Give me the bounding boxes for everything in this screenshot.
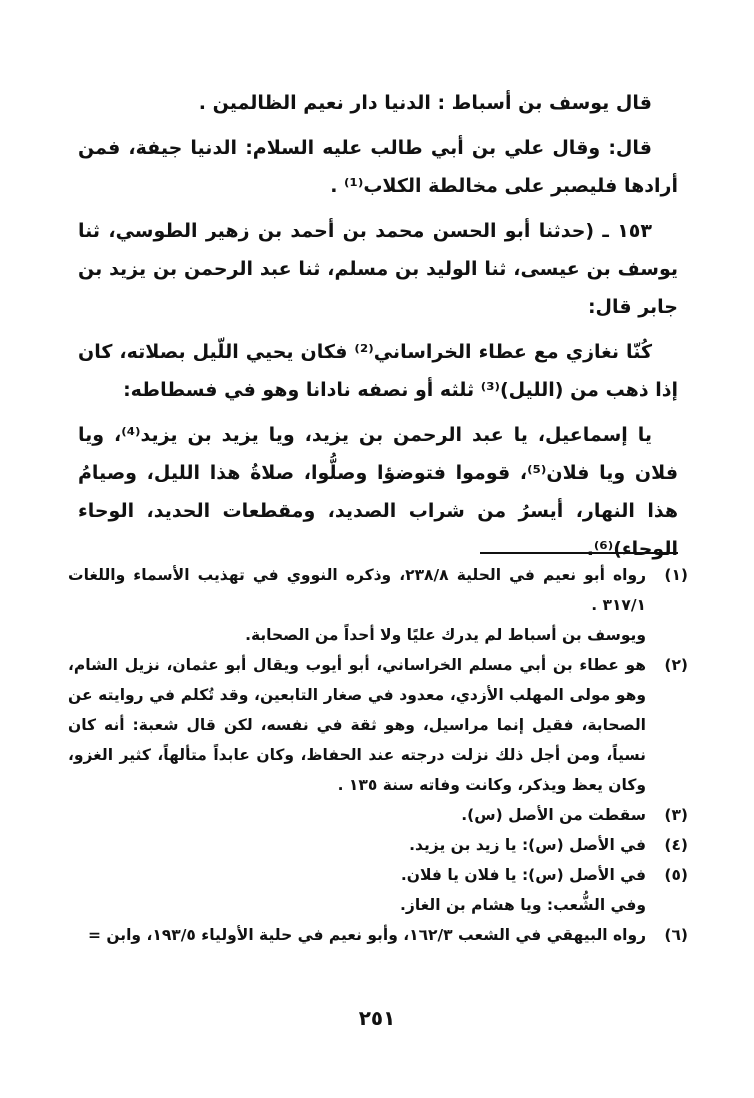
main-text	[78, 84, 678, 575]
footnote-number: (١)	[664, 566, 688, 584]
footnote-5	[68, 860, 688, 920]
footnote-text: في الأصل (س): يا زيد بن يزيد.	[409, 836, 646, 854]
footnote-text: هو عطاء بن أبي مسلم الخراساني، أبو أيوب ويقال أبو عثمان، نزيل الشام، وهو مولى المهلب الأزدي، معدود في صغار التابعين، وقد تُكلم في روايته عن الصحابة، فقيل إنما مراسيل، وهو ثقة في نفسه، لكن قال شعبة: أنه كان نسياً، ومن أجل ذلك نزلت درجته عند الحفاظ، وكان عابداً متألهاً، كثير الغزو، وكان يعظ ويذكر، وكانت وفاته سنة ١٣٥ .	[68, 656, 646, 794]
footnote-2	[68, 650, 688, 800]
paragraph-3-hadith-153: ١٥٣ ـ (حدثنا أبو الحسن محمد بن أحمد بن زهير الطوسي، ثنا يوسف بن عيسى، ثنا الوليد بن مسلم، ثنا عبد الرحمن بن يزيد بن جابر قال:	[78, 220, 678, 318]
footnote-continuation: ويوسف بن أسباط لم يدرك عليًا ولا أحداً من الصحابة.	[245, 626, 646, 644]
footnote-separator	[480, 552, 678, 554]
footnote-number: (٢)	[664, 656, 688, 674]
paragraph-2: قال: وقال علي بن أبي طالب عليه السلام: الدنيا جيفة، فمن أرادها فليصبر على مخالطة الكلاب⁽¹⁾ .	[78, 137, 678, 197]
footnote-text: سقطت من الأصل (س).	[461, 806, 646, 824]
footnote-number: (٣)	[664, 806, 688, 824]
footnote-number: (٥)	[664, 866, 688, 884]
footnote-text: رواه أبو نعيم في الحلية ٢٣٨/٨، وذكره النووي في تهذيب الأسماء واللغات ٣١٧/١ .	[68, 566, 647, 614]
paragraph-5: يا إسماعيل، يا عبد الرحمن بن يزيد، ويا يزيد بن يزيد⁽⁴⁾، ويا فلان ويا فلان⁽⁵⁾، قوموا فتوضؤا وصلُّوا، صلاةُ هذا الليل، وصيامُ هذا النهار، أيسرُ من شراب الصديد، ومقطعات الحديد، الوحاء الوحاء)⁽⁶⁾.	[78, 424, 679, 560]
footnote-4	[68, 830, 688, 860]
footnote-continuation: وفي الشُّعب: ويا هشام بن الغاز.	[400, 896, 646, 914]
paragraph-4: كُنّا نغازي مع عطاء الخراساني⁽²⁾ فكان يحيي اللّيل بصلاته، كان إذا ذهب من (الليل)⁽³⁾ ثلثه أو نصفه نادانا وهو في فسطاطه:	[78, 341, 678, 401]
paragraph-1: قال يوسف بن أسباط : الدنيا دار نعيم الظالمين .	[198, 92, 652, 114]
footnote-1	[68, 560, 688, 650]
footnote-text: رواه البيهقي في الشعب ١٦٢/٣، وأبو نعيم في حلية الأولياء ١٩٣/٥، وابن =	[87, 926, 646, 944]
footnote-number: (٤)	[664, 836, 688, 854]
page-number: ٢٥١	[358, 1006, 396, 1030]
footnote-6	[68, 920, 688, 950]
footnote-text: في الأصل (س): يا فلان يا فلان.	[400, 866, 646, 884]
footnote-number: (٦)	[664, 926, 688, 944]
footnotes	[68, 560, 688, 950]
footnote-3	[68, 800, 688, 830]
